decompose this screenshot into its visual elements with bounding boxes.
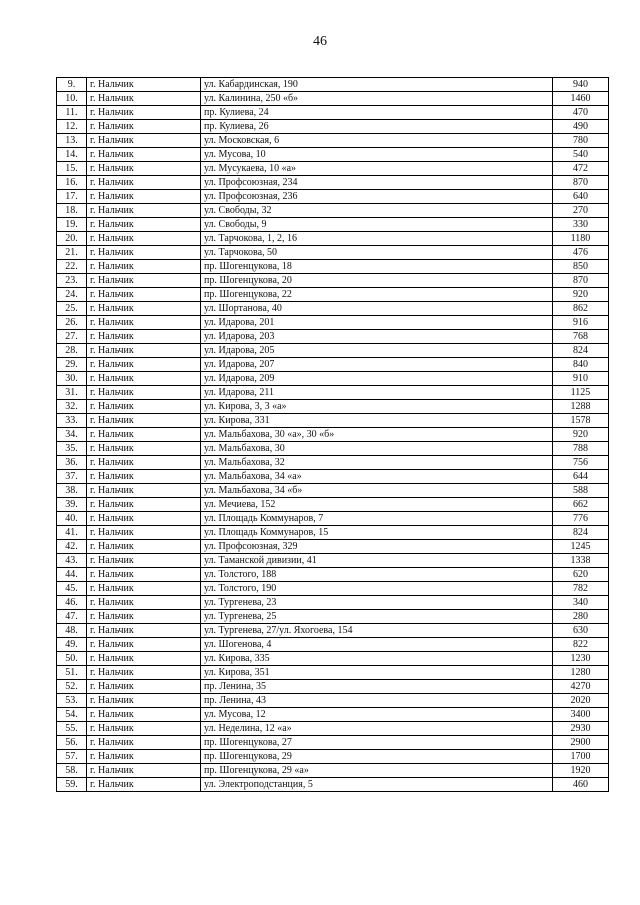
row-address: ул. Неделина, 12 «а»: [201, 722, 553, 736]
page-number: 46: [313, 34, 327, 49]
table-row: [57, 372, 609, 386]
row-value: 280: [553, 610, 609, 624]
row-number: 29.: [57, 358, 87, 372]
row-number: 37.: [57, 470, 87, 484]
row-number: 20.: [57, 232, 87, 246]
row-value: 1180: [553, 232, 609, 246]
row-city: г. Нальчик: [87, 778, 201, 792]
row-value: 662: [553, 498, 609, 512]
row-address: ул. Мальбахова, 30 «а», 30 «б»: [201, 428, 553, 442]
row-number: 48.: [57, 624, 87, 638]
row-value: 920: [553, 288, 609, 302]
table-row: [57, 512, 609, 526]
row-number: 39.: [57, 498, 87, 512]
table-row: [57, 204, 609, 218]
table-row: [57, 610, 609, 624]
row-city: г. Нальчик: [87, 442, 201, 456]
row-city: г. Нальчик: [87, 428, 201, 442]
table-row: [57, 722, 609, 736]
table-row: [57, 624, 609, 638]
row-address: ул. Идарова, 209: [201, 372, 553, 386]
row-value: 472: [553, 162, 609, 176]
table-row: [57, 246, 609, 260]
table-row: [57, 302, 609, 316]
row-city: г. Нальчик: [87, 512, 201, 526]
row-address: ул. Профсоюзная, 234: [201, 176, 553, 190]
row-city: г. Нальчик: [87, 750, 201, 764]
row-number: 19.: [57, 218, 87, 232]
row-city: г. Нальчик: [87, 456, 201, 470]
row-value: 850: [553, 260, 609, 274]
row-value: 822: [553, 638, 609, 652]
row-value: 1460: [553, 92, 609, 106]
row-address: ул. Калинина, 250 «б»: [201, 92, 553, 106]
row-address: ул. Мальбахова, 34 «а»: [201, 470, 553, 484]
address-table: [56, 77, 609, 792]
row-city: г. Нальчик: [87, 148, 201, 162]
row-value: 910: [553, 372, 609, 386]
table-row: [57, 414, 609, 428]
row-number: 26.: [57, 316, 87, 330]
row-address: пр. Ленина, 35: [201, 680, 553, 694]
row-city: г. Нальчик: [87, 274, 201, 288]
row-value: 540: [553, 148, 609, 162]
row-number: 35.: [57, 442, 87, 456]
row-number: 38.: [57, 484, 87, 498]
row-value: 870: [553, 176, 609, 190]
row-value: 490: [553, 120, 609, 134]
row-address: ул. Идарова, 207: [201, 358, 553, 372]
table-row: [57, 442, 609, 456]
row-address: ул. Кабардинская, 190: [201, 78, 553, 92]
row-number: 21.: [57, 246, 87, 260]
table-row: [57, 666, 609, 680]
row-address: ул. Шогенова, 4: [201, 638, 553, 652]
row-number: 23.: [57, 274, 87, 288]
row-number: 57.: [57, 750, 87, 764]
row-city: г. Нальчик: [87, 92, 201, 106]
table-row: [57, 652, 609, 666]
row-address: пр. Шогенцукова, 29: [201, 750, 553, 764]
row-number: 24.: [57, 288, 87, 302]
row-city: г. Нальчик: [87, 344, 201, 358]
row-address: пр. Кулиева, 24: [201, 106, 553, 120]
row-value: 340: [553, 596, 609, 610]
row-address: ул. Профсоюзная, 329: [201, 540, 553, 554]
row-city: г. Нальчик: [87, 652, 201, 666]
row-value: 1245: [553, 540, 609, 554]
row-value: 1578: [553, 414, 609, 428]
row-value: 862: [553, 302, 609, 316]
row-address: ул. Тургенева, 25: [201, 610, 553, 624]
row-value: 1920: [553, 764, 609, 778]
row-number: 54.: [57, 708, 87, 722]
table-row: [57, 148, 609, 162]
row-address: ул. Мальбахова, 34 «б»: [201, 484, 553, 498]
row-number: 56.: [57, 736, 87, 750]
row-number: 34.: [57, 428, 87, 442]
row-value: 1280: [553, 666, 609, 680]
row-number: 36.: [57, 456, 87, 470]
row-number: 9.: [57, 78, 87, 92]
row-value: 916: [553, 316, 609, 330]
table-row: [57, 274, 609, 288]
row-value: 940: [553, 78, 609, 92]
table-row: [57, 764, 609, 778]
row-number: 41.: [57, 526, 87, 540]
row-address: ул. Идарова, 205: [201, 344, 553, 358]
row-city: г. Нальчик: [87, 568, 201, 582]
row-address: ул. Таманской дивизии, 41: [201, 554, 553, 568]
row-value: 640: [553, 190, 609, 204]
row-address: ул. Идарова, 201: [201, 316, 553, 330]
row-address: пр. Ленина, 43: [201, 694, 553, 708]
row-number: 49.: [57, 638, 87, 652]
row-number: 45.: [57, 582, 87, 596]
row-address: пр. Шогенцукова, 20: [201, 274, 553, 288]
table-row: [57, 484, 609, 498]
row-value: 2900: [553, 736, 609, 750]
table-row: [57, 498, 609, 512]
table-row: [57, 582, 609, 596]
row-value: 644: [553, 470, 609, 484]
row-value: 588: [553, 484, 609, 498]
row-city: г. Нальчик: [87, 694, 201, 708]
row-address: ул. Мальбахова, 32: [201, 456, 553, 470]
table-row: [57, 456, 609, 470]
row-address: ул. Кирова, 335: [201, 652, 553, 666]
table-row: [57, 778, 609, 792]
row-address: ул. Мусукаева, 10 «а»: [201, 162, 553, 176]
row-address: пр. Шогенцукова, 22: [201, 288, 553, 302]
row-address: ул. Мусова, 12: [201, 708, 553, 722]
row-address: ул. Идарова, 211: [201, 386, 553, 400]
row-number: 42.: [57, 540, 87, 554]
row-city: г. Нальчик: [87, 680, 201, 694]
row-address: ул. Тургенева, 27/ул. Яхогоева, 154: [201, 624, 553, 638]
row-number: 33.: [57, 414, 87, 428]
row-value: 788: [553, 442, 609, 456]
table-row: [57, 120, 609, 134]
row-address: ул. Кирова, 3, 3 «а»: [201, 400, 553, 414]
table-row: [57, 316, 609, 330]
table-row: [57, 358, 609, 372]
row-value: 768: [553, 330, 609, 344]
row-address: ул. Мальбахова, 30: [201, 442, 553, 456]
row-number: 27.: [57, 330, 87, 344]
row-number: 12.: [57, 120, 87, 134]
row-number: 52.: [57, 680, 87, 694]
row-value: 460: [553, 778, 609, 792]
row-city: г. Нальчик: [87, 414, 201, 428]
row-city: г. Нальчик: [87, 610, 201, 624]
row-address: ул. Электроподстанция, 5: [201, 778, 553, 792]
row-address: пр. Кулиева, 26: [201, 120, 553, 134]
table-body: [57, 78, 609, 792]
table-row: [57, 330, 609, 344]
row-address: ул. Тарчокова, 1, 2, 16: [201, 232, 553, 246]
table-row: [57, 288, 609, 302]
table-row: [57, 596, 609, 610]
row-city: г. Нальчик: [87, 260, 201, 274]
row-city: г. Нальчик: [87, 358, 201, 372]
table-row: [57, 218, 609, 232]
row-address: ул. Идарова, 203: [201, 330, 553, 344]
row-address: ул. Мечиева, 152: [201, 498, 553, 512]
row-number: 13.: [57, 134, 87, 148]
row-value: 2930: [553, 722, 609, 736]
row-address: пр. Шогенцукова, 18: [201, 260, 553, 274]
row-city: г. Нальчик: [87, 134, 201, 148]
row-number: 18.: [57, 204, 87, 218]
row-city: г. Нальчик: [87, 470, 201, 484]
row-value: 470: [553, 106, 609, 120]
row-value: 630: [553, 624, 609, 638]
row-address: ул. Толстого, 188: [201, 568, 553, 582]
table-row: [57, 568, 609, 582]
row-city: г. Нальчик: [87, 316, 201, 330]
row-city: г. Нальчик: [87, 288, 201, 302]
row-number: 43.: [57, 554, 87, 568]
row-city: г. Нальчик: [87, 120, 201, 134]
row-city: г. Нальчик: [87, 666, 201, 680]
row-city: г. Нальчик: [87, 232, 201, 246]
row-number: 25.: [57, 302, 87, 316]
row-number: 17.: [57, 190, 87, 204]
table-row: [57, 428, 609, 442]
row-city: г. Нальчик: [87, 764, 201, 778]
row-value: 920: [553, 428, 609, 442]
table-row: [57, 680, 609, 694]
row-address: ул. Свободы, 32: [201, 204, 553, 218]
row-number: 50.: [57, 652, 87, 666]
table-row: [57, 750, 609, 764]
row-number: 53.: [57, 694, 87, 708]
table-row: [57, 638, 609, 652]
table-row: [57, 540, 609, 554]
table-row: [57, 470, 609, 484]
row-city: г. Нальчик: [87, 176, 201, 190]
row-number: 16.: [57, 176, 87, 190]
row-address: ул. Шортанова, 40: [201, 302, 553, 316]
row-address: ул. Мусова, 10: [201, 148, 553, 162]
row-address: ул. Площадь Коммунаров, 15: [201, 526, 553, 540]
row-address: ул. Московская, 6: [201, 134, 553, 148]
row-city: г. Нальчик: [87, 624, 201, 638]
row-value: 776: [553, 512, 609, 526]
table-row: [57, 554, 609, 568]
table-row: [57, 736, 609, 750]
row-city: г. Нальчик: [87, 554, 201, 568]
row-number: 51.: [57, 666, 87, 680]
table-row: [57, 162, 609, 176]
row-number: 58.: [57, 764, 87, 778]
row-value: 756: [553, 456, 609, 470]
row-value: 824: [553, 344, 609, 358]
row-value: 840: [553, 358, 609, 372]
row-value: 782: [553, 582, 609, 596]
row-city: г. Нальчик: [87, 638, 201, 652]
row-number: 14.: [57, 148, 87, 162]
row-city: г. Нальчик: [87, 526, 201, 540]
table-row: [57, 106, 609, 120]
row-value: 1230: [553, 652, 609, 666]
row-value: 1125: [553, 386, 609, 400]
row-address: ул. Профсоюзная, 236: [201, 190, 553, 204]
row-city: г. Нальчик: [87, 372, 201, 386]
row-value: 1700: [553, 750, 609, 764]
table-row: [57, 134, 609, 148]
row-value: 3400: [553, 708, 609, 722]
table-row: [57, 400, 609, 414]
row-city: г. Нальчик: [87, 708, 201, 722]
row-city: г. Нальчик: [87, 162, 201, 176]
row-city: г. Нальчик: [87, 302, 201, 316]
table-row: [57, 526, 609, 540]
row-number: 32.: [57, 400, 87, 414]
row-address: ул. Свободы, 9: [201, 218, 553, 232]
row-value: 1338: [553, 554, 609, 568]
row-number: 10.: [57, 92, 87, 106]
row-number: 31.: [57, 386, 87, 400]
row-address: ул. Тарчокова, 50: [201, 246, 553, 260]
table-row: [57, 232, 609, 246]
row-number: 11.: [57, 106, 87, 120]
row-city: г. Нальчик: [87, 246, 201, 260]
row-value: 870: [553, 274, 609, 288]
row-value: 620: [553, 568, 609, 582]
row-city: г. Нальчик: [87, 190, 201, 204]
row-number: 28.: [57, 344, 87, 358]
row-number: 30.: [57, 372, 87, 386]
row-value: 2020: [553, 694, 609, 708]
row-city: г. Нальчик: [87, 400, 201, 414]
row-number: 55.: [57, 722, 87, 736]
row-address: ул. Кирова, 351: [201, 666, 553, 680]
row-city: г. Нальчик: [87, 106, 201, 120]
row-address: ул. Тургенева, 23: [201, 596, 553, 610]
row-number: 44.: [57, 568, 87, 582]
row-number: 46.: [57, 596, 87, 610]
row-city: г. Нальчик: [87, 386, 201, 400]
row-city: г. Нальчик: [87, 78, 201, 92]
table-row: [57, 92, 609, 106]
row-value: 824: [553, 526, 609, 540]
row-city: г. Нальчик: [87, 582, 201, 596]
row-address: ул. Кирова, 331: [201, 414, 553, 428]
table-row: [57, 694, 609, 708]
table-row: [57, 190, 609, 204]
row-address: пр. Шогенцукова, 29 «а»: [201, 764, 553, 778]
row-number: 59.: [57, 778, 87, 792]
row-city: г. Нальчик: [87, 722, 201, 736]
row-address: ул. Толстого, 190: [201, 582, 553, 596]
table-row: [57, 708, 609, 722]
row-number: 22.: [57, 260, 87, 274]
row-value: 780: [553, 134, 609, 148]
row-city: г. Нальчик: [87, 736, 201, 750]
row-value: 1288: [553, 400, 609, 414]
row-city: г. Нальчик: [87, 204, 201, 218]
table-row: [57, 176, 609, 190]
row-city: г. Нальчик: [87, 498, 201, 512]
row-city: г. Нальчик: [87, 218, 201, 232]
row-city: г. Нальчик: [87, 596, 201, 610]
row-value: 4270: [553, 680, 609, 694]
row-address: ул. Площадь Коммунаров, 7: [201, 512, 553, 526]
row-value: 476: [553, 246, 609, 260]
table-row: [57, 78, 609, 92]
row-value: 270: [553, 204, 609, 218]
row-value: 330: [553, 218, 609, 232]
table-row: [57, 260, 609, 274]
row-address: пр. Шогенцукова, 27: [201, 736, 553, 750]
row-city: г. Нальчик: [87, 540, 201, 554]
table-row: [57, 344, 609, 358]
row-number: 47.: [57, 610, 87, 624]
row-number: 15.: [57, 162, 87, 176]
row-city: г. Нальчик: [87, 484, 201, 498]
table-row: [57, 386, 609, 400]
row-number: 40.: [57, 512, 87, 526]
row-city: г. Нальчик: [87, 330, 201, 344]
